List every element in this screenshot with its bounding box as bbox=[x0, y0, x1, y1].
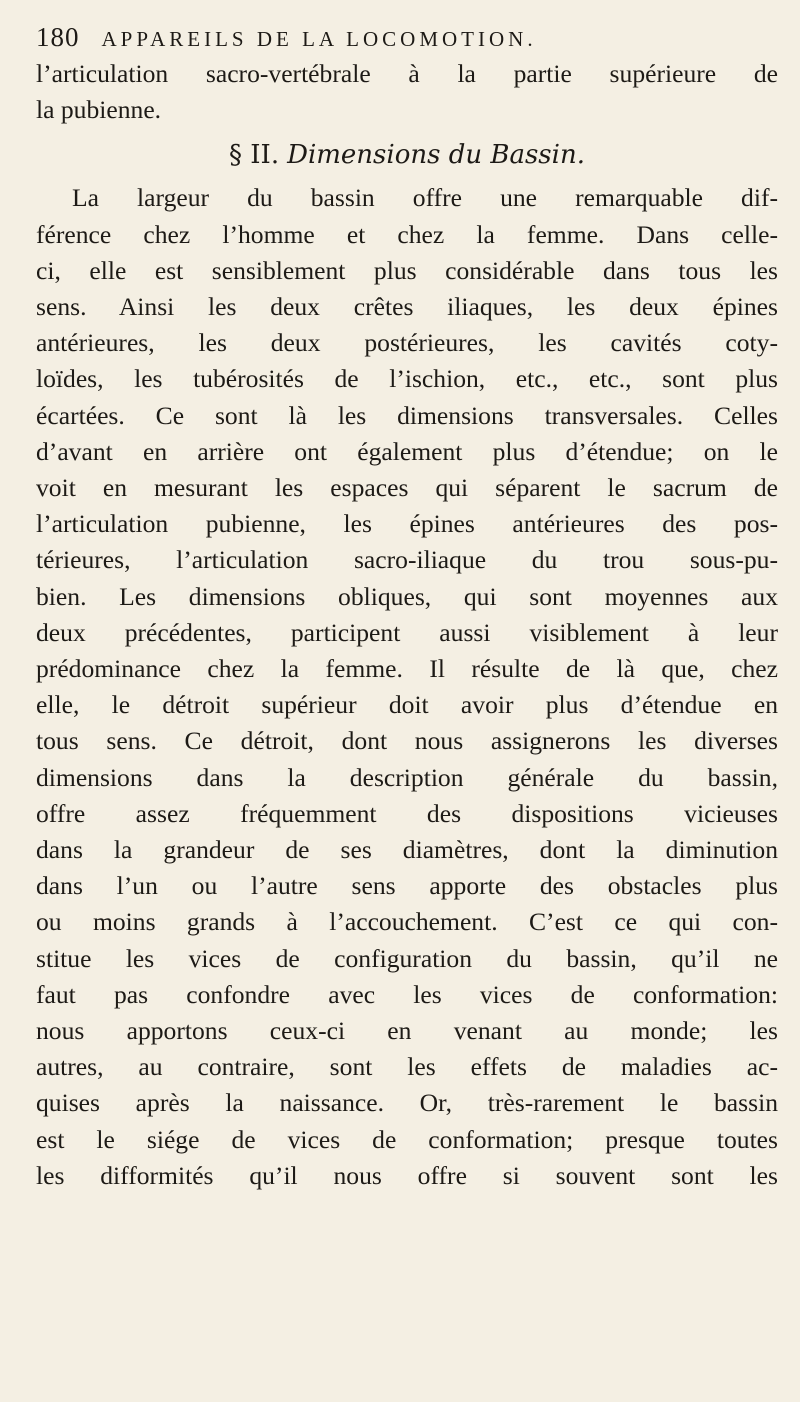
text-line: bien. Les dimensions obliques, qui sont moyennes aux bbox=[36, 581, 778, 611]
text-line: faut pas confondre avec les vices de conformation: bbox=[36, 979, 778, 1009]
text-line: stitue les vices de configuration du bassin, qu’il ne bbox=[36, 943, 778, 973]
text-line: l’articulation sacro-vertébrale à la partie supérieure de bbox=[36, 59, 778, 88]
text-line: dans l’un ou l’autre sens apporte des obstacles plus bbox=[36, 871, 778, 901]
text-line: écartées. Ce sont là les dimensions transversales. Celles bbox=[36, 400, 778, 430]
body-paragraph bbox=[36, 180, 778, 1194]
book-page bbox=[36, 18, 778, 1388]
text-line: térieures, l’articulation sacro-iliaque du trou sous-pu- bbox=[36, 545, 778, 575]
text-line: loïdes, les tubérosités de l’ischion, etc., etc., sont plus bbox=[36, 364, 778, 394]
text-line: sens. Ainsi les deux crêtes iliaques, les deux épines bbox=[36, 292, 778, 322]
text-line: dans la grandeur de ses diamètres, dont la diminution bbox=[36, 835, 778, 865]
text-line: férence chez l’homme et chez la femme. Dans celle- bbox=[36, 219, 778, 249]
text-line: voit en mesurant les espaces qui séparent le sacrum de bbox=[36, 473, 778, 503]
text-line: prédominance chez la femme. Il résulte de là que, chez bbox=[36, 654, 778, 684]
text-line: autres, au contraire, sont les effets de maladies ac- bbox=[36, 1052, 778, 1082]
page-header bbox=[36, 18, 778, 56]
text-line: la pubienne. bbox=[36, 95, 162, 125]
running-head: APPAREILS DE LA LOCOMOTION. bbox=[101, 27, 537, 51]
intro-paragraph bbox=[36, 56, 778, 128]
text-line: est le siége de vices de conformation; presque toutes bbox=[36, 1124, 778, 1154]
text-line: La largeur du bassin offre une remarquable dif- bbox=[72, 183, 778, 213]
page-number: 180 bbox=[36, 22, 80, 52]
text-line: nous apportons ceux-ci en venant au monde; les bbox=[36, 1016, 778, 1046]
section-heading bbox=[36, 136, 778, 174]
text-line: tous sens. Ce détroit, dont nous assignerons les diverses bbox=[36, 726, 778, 756]
text-line: d’avant en arrière ont également plus d’étendue; on le bbox=[36, 436, 778, 466]
text-line: ci, elle est sensiblement plus considérable dans tous les bbox=[36, 255, 778, 285]
section-title: Dimensions du Bassin. bbox=[287, 140, 585, 171]
text-line: quises après la naissance. Or, très-rarement le bassin bbox=[36, 1088, 778, 1118]
text-line: elle, le détroit supérieur doit avoir plus d’étendue en bbox=[36, 690, 778, 720]
text-line: offre assez fréquemment des dispositions vicieuses bbox=[36, 798, 778, 828]
text-line: antérieures, les deux postérieures, les cavités coty- bbox=[36, 328, 778, 358]
text-line: dimensions dans la description générale du bassin, bbox=[36, 762, 778, 792]
text-line: deux précédentes, participent aussi visiblement à leur bbox=[36, 617, 778, 647]
section-label: § II. bbox=[229, 140, 280, 171]
text-line: l’articulation pubienne, les épines antérieures des pos- bbox=[36, 509, 778, 539]
text-line: ou moins grands à l’accouchement. C’est ce qui con- bbox=[36, 907, 778, 937]
text-line: les difformités qu’il nous offre si souvent sont les bbox=[36, 1160, 778, 1190]
